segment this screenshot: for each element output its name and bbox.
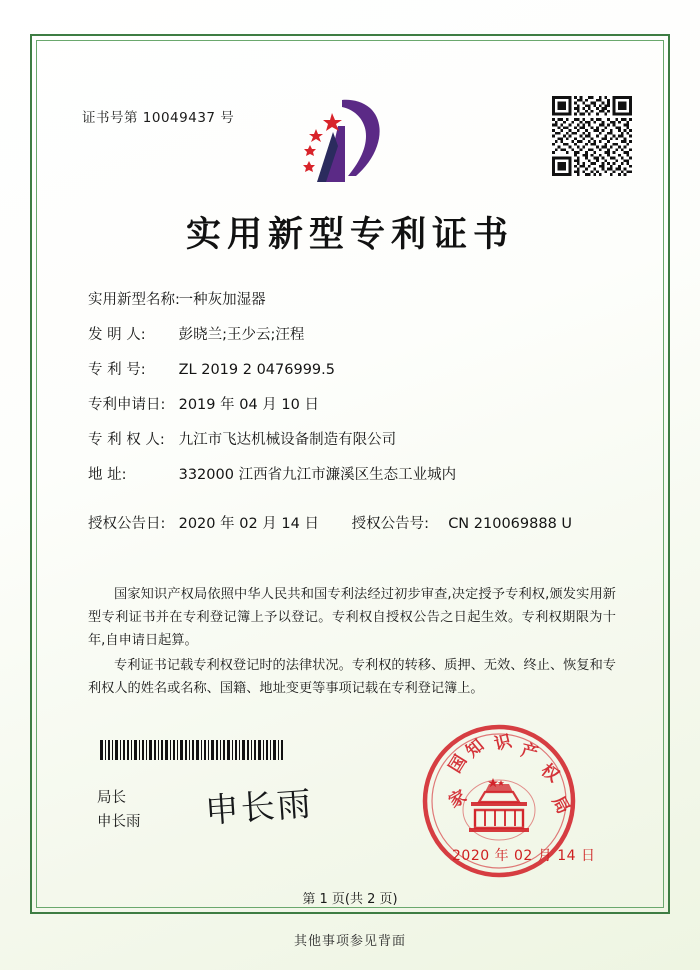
svg-text:家: 家 (445, 786, 471, 813)
footer-note: 其他事项参见背面 (293, 934, 406, 949)
field-row-patent-no (88, 358, 618, 393)
svg-text:识: 识 (492, 731, 514, 755)
field-label-patent-no: 专 利 号: (88, 362, 146, 378)
field-value-application-date: 2019 年 04 月 10 日 (178, 397, 319, 413)
field-label-inventor: 发 明 人: (88, 327, 146, 343)
field-row-address (88, 463, 618, 498)
field-label-address: 地 址: (88, 467, 127, 483)
field-row-name (88, 288, 618, 323)
legal-paragraph-2: 专利证书记载专利权登记时的法律状况。专利权的转移、质押、无效、终止、恢复和专利权人的姓名或名称、国籍、地址变更等事项记载在专利登记簿上。 (88, 658, 616, 696)
field-value-publication-date: 2020 年 02 月 14 日 (178, 516, 319, 532)
director-block (97, 786, 141, 834)
certificate-number: 证书号第 10049437 号 (82, 110, 235, 126)
svg-text:局: 局 (547, 792, 574, 818)
field-list (88, 288, 618, 547)
page-number: 第 1 页(共 2 页) (302, 892, 398, 907)
svg-text:国: 国 (445, 751, 472, 777)
seal-date: 2020 年 02 月 14 日 (452, 848, 596, 864)
field-label-name: 实用新型名称: (88, 292, 180, 308)
field-value-address: 332000 江西省九江市濂溪区生态工业城内 (178, 467, 457, 483)
field-value-name: 一种灰加湿器 (178, 292, 266, 308)
field-label-publication-number: 授权公告号: (351, 516, 429, 532)
qr-code-icon (552, 96, 632, 176)
director-name-label: 申长雨 (97, 814, 141, 830)
china-patent-emblem-icon (292, 96, 408, 186)
field-label-publication-date: 授权公告日: (88, 516, 166, 532)
field-row-application-date (88, 393, 618, 428)
handwritten-signature: 申长雨 (203, 784, 315, 832)
svg-text:权: 权 (536, 760, 563, 787)
page-title: 实用新型专利证书 (185, 214, 514, 255)
field-value-patentee: 九江市飞达机械设备制造有限公司 (178, 432, 397, 448)
legal-text (88, 583, 616, 702)
field-row-publication (88, 512, 618, 547)
field-label-patentee: 专 利 权 人: (88, 432, 165, 448)
legal-paragraph-1: 国家知识产权局依照中华人民共和国专利法经过初步审查,决定授予专利权,颁发实用新型专利证书并在专利登记簿上予以登记。专利权自授权公告之日起生效。专利权期限为十年,自申请日起算。 (88, 587, 616, 648)
field-value-patent-no: ZL 2019 2 0476999.5 (178, 362, 335, 378)
svg-text:产: 产 (518, 740, 541, 764)
barcode-icon (100, 740, 285, 760)
field-value-publication-number: CN 210069888 U (448, 516, 573, 532)
svg-text:知: 知 (462, 735, 489, 762)
field-label-application-date: 专利申请日: (88, 397, 166, 413)
field-row-patentee (88, 428, 618, 463)
director-role-label: 局长 (97, 790, 126, 806)
field-row-inventor (88, 323, 618, 358)
field-value-inventor: 彭晓兰;王少云;汪程 (178, 327, 305, 343)
